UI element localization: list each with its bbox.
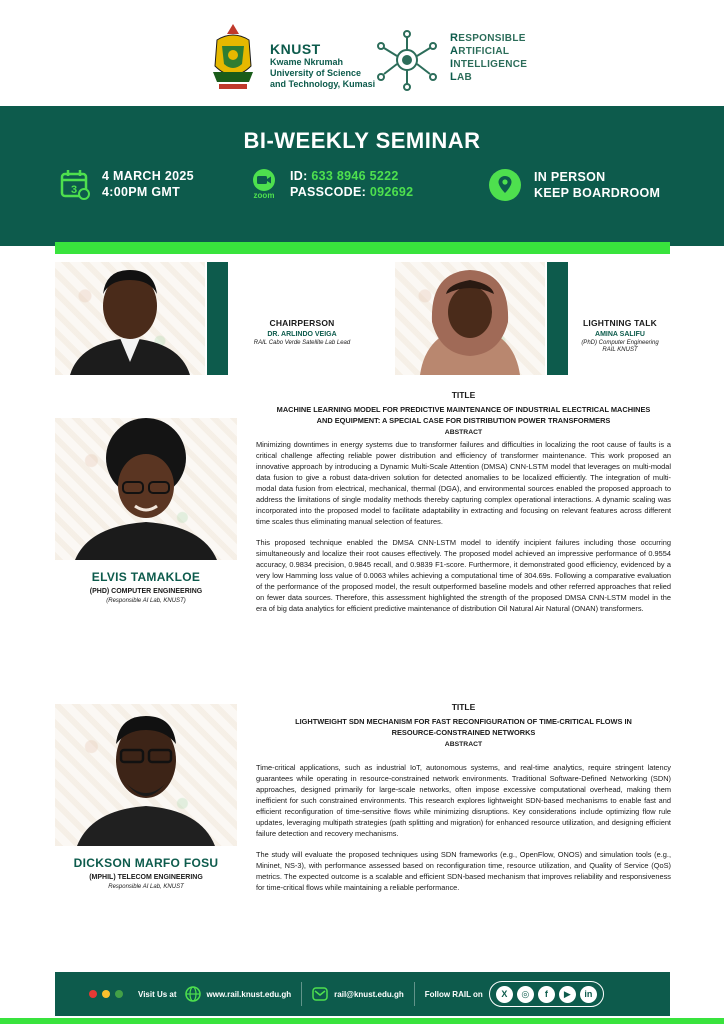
rail-cap-r: R bbox=[450, 32, 459, 44]
follow-label: Follow RAIL on bbox=[424, 989, 483, 999]
chair-info bbox=[232, 318, 372, 347]
talk2-content bbox=[256, 702, 671, 893]
talk1-content bbox=[256, 390, 671, 614]
speaker2-photo bbox=[55, 704, 237, 846]
header bbox=[0, 0, 724, 106]
lightning-affiliation-1: (PhD) Computer Engineering bbox=[581, 340, 659, 346]
speaker2-name: DICKSON MARFO FOSU bbox=[73, 856, 219, 870]
venue-info bbox=[488, 168, 660, 202]
talk2-abstract-label: ABSTRACT bbox=[444, 741, 483, 748]
rail-word-4: AB bbox=[457, 72, 473, 83]
visit-label: Visit Us at bbox=[138, 989, 177, 999]
location-pin-icon bbox=[488, 168, 522, 202]
calendar-day: 3 bbox=[71, 184, 78, 196]
chair-photo-bar bbox=[207, 262, 228, 375]
window-dots bbox=[89, 990, 128, 998]
seminar-time: 4:00PM GMT bbox=[102, 185, 181, 199]
seminar-title: BI-WEEKLY SEMINAR bbox=[243, 128, 481, 153]
yellow-dot-icon bbox=[102, 990, 110, 998]
email-link[interactable]: rail@knust.edu.gh bbox=[334, 989, 404, 999]
footer-divider-2 bbox=[414, 982, 415, 1006]
zoom-camera-icon bbox=[250, 169, 278, 191]
rail-lab-name bbox=[450, 32, 527, 84]
chair-affiliation: RAIL Cabo Verde Satellite Lab Lead bbox=[253, 340, 351, 346]
seminar-date: 4 MARCH 2025 bbox=[102, 169, 194, 183]
venue-name: KEEP BOARDROOM bbox=[534, 186, 661, 200]
globe-icon bbox=[185, 986, 201, 1002]
chair-photo bbox=[60, 262, 200, 375]
lightning-name: AMINA SALIFU bbox=[595, 331, 645, 338]
talk2-title-label: TITLE bbox=[451, 702, 476, 712]
accent-bar bbox=[55, 242, 670, 254]
talk1-abstract-p2: This proposed technique enabled the DMSA CNN-LSTM model to identify incipient failures including those occurring simultaneously and localize their root causes effectively. The proposed model achieved an impressive performance of 0.9554 accuracy, 0.9834 precision, 0.9845 recall, and 0.9839 F1-score. Furthermore, it demonstrated good efficiency, evidenced by a very low Hamming loss value of 0.0063 whiles achieving a computational time of 304.69s. Following a comparative evaluation of the performance of the proposed model, the result outperformed baseline models and other referred approaches that relied on fewer data sources. Therefore, this assessment highlighted the strength of the proposed DMSA CNN-LSTM model in the era of big data analytics for efficient predictive maintenance of distribution Oil Natural Air Natural (ONAN) transformers. bbox=[256, 538, 671, 613]
green-dot-icon bbox=[115, 990, 123, 998]
zoom-logo bbox=[250, 169, 278, 200]
attendance-mode: IN PERSON bbox=[534, 170, 606, 184]
knust-title: KNUST bbox=[270, 41, 321, 57]
rail-word-2: RTIFICIAL bbox=[458, 46, 510, 57]
rail-cap-a: A bbox=[450, 45, 459, 57]
talk1-title: MACHINE LEARNING MODEL FOR PREDICTIVE MAINTENANCE OF INDUSTRIAL ELECTRICAL MACHINES AND EQUIPMENT: A SPECIAL CASE FOR DISTRIBUTION POWER TRANSFORMERS bbox=[276, 405, 651, 425]
rail-word-1: ESPONSIBLE bbox=[458, 33, 526, 44]
talk2-abstract-p1: Time-critical applications, such as industrial IoT, autonomous systems, and real-time analytics, require stringent latency guarantees while operating in resource-constrained network environments. Traditional Software-Defined Networking (SDN) approaches, designed primarily for large-scale networks, often impose excessive computational overhead, making them inefficient for such constrained environments. This research explores lightweight SDN-based mechanisms to enable fast and efficient reconfiguration of time-sensitive flows while minimizing disruptions. Key considerations include optimizing flow rule updates, leveraging multipath strategies (path splitting and migration) for enhanced resource utilization, and designing efficient failure detection and recovery mechanisms. bbox=[256, 763, 671, 838]
calendar-icon bbox=[60, 168, 90, 200]
email-icon bbox=[312, 987, 328, 1001]
facebook-icon[interactable]: f bbox=[538, 986, 555, 1003]
instagram-icon[interactable]: ◎ bbox=[517, 986, 534, 1003]
linkedin-icon[interactable]: in bbox=[580, 986, 597, 1003]
talk2-title: LIGHTWEIGHT SDN MECHANISM FOR FAST RECONFIGURATION OF TIME-CRITICAL FLOWS IN RESOURCE-CONSTRAINED NETWORKS bbox=[295, 717, 632, 737]
passcode-label: PASSCODE: bbox=[290, 185, 367, 199]
footer bbox=[55, 972, 670, 1016]
lightning-photo bbox=[400, 262, 540, 375]
seminar-banner bbox=[0, 106, 724, 246]
red-dot-icon bbox=[89, 990, 97, 998]
speaker1-program: (PHD) COMPUTER ENGINEERING bbox=[89, 588, 203, 595]
speaker1-name: ELVIS TAMAKLOE bbox=[91, 570, 201, 584]
zoom-info bbox=[250, 168, 413, 200]
talk2-abstract-p2: The study will evaluate the proposed techniques using SDN frameworks (e.g., OpenFlow, ONOS) and simulation tools (e.g., Mininet, NS-3), with performance assessed based on reconfiguration time, resource utilization, and Quality of Service (QoS) metrics. The expected outcome is a scalable and efficient SDN-based mechanism that improves reliability and responsiveness for time-critical flows while maintaining a reliable performance. bbox=[256, 850, 671, 892]
social-links bbox=[489, 981, 604, 1007]
rail-cap-i: I bbox=[450, 58, 454, 70]
website-link[interactable]: www.rail.knust.edu.gh bbox=[206, 989, 292, 999]
knust-crest-logo bbox=[207, 22, 259, 92]
footer-divider-1 bbox=[301, 982, 302, 1006]
chair-name: DR. ARLINDO VEIGA bbox=[267, 331, 337, 338]
meeting-id-value: 633 8946 5222 bbox=[311, 169, 399, 183]
lightning-info bbox=[570, 318, 670, 354]
x-icon[interactable]: X bbox=[496, 986, 513, 1003]
talk1-abstract-label: ABSTRACT bbox=[444, 429, 483, 436]
lightning-affiliation-2: RAIL KNUST bbox=[602, 347, 638, 353]
meeting-id-label: ID: bbox=[290, 169, 308, 183]
youtube-icon[interactable]: ▶ bbox=[559, 986, 576, 1003]
knust-line-1: Kwame Nkrumah bbox=[270, 57, 344, 67]
zoom-label: zoom bbox=[253, 190, 275, 200]
knust-line-2: University of Science bbox=[270, 68, 362, 78]
rail-word-3: NTELLIGENCE bbox=[453, 59, 528, 70]
speaker2-program: (MPHIL) TELECOM ENGINEERING bbox=[89, 874, 203, 881]
talk1-abstract-p1: Minimizing downtimes in energy systems due to transformer failures and difficulties in localizing the root cause of faults is a critical challenge affecting reliable power distribution and efficiency of transformer maintenance. This work proposed an innovative approach by introducing a Dynamic Multi-Scale Attention (DMSA) CNN-LSTM model that leverages on multi-modal data fusion to give a robust data-driven solution for detected anomalies to be localized efficiently. The integration of multi-modal data fusion from electrical, mechanical, thermal (DGA), and environmental sources enabled the proposed approach to address the limitations of single modality methods thereby capturing complex operational interactions. A dynamic scaling was incorporated into the proposed model to facilitate adaptability in extracting and focusing on relevant features across different time scales thus eliminating manual selection of features. bbox=[256, 440, 671, 526]
speaker1-photo bbox=[55, 418, 237, 560]
chair-role: CHAIRPERSON bbox=[269, 318, 335, 328]
speaker2-affiliation: Responsible AI Lab, KNUST bbox=[108, 884, 184, 890]
knust-name-block bbox=[270, 42, 375, 90]
speaker1-affiliation: (Responsible AI Lab, KNUST) bbox=[106, 598, 186, 604]
lightning-photo-bar bbox=[547, 262, 568, 375]
rail-network-logo bbox=[372, 28, 442, 92]
lightning-role: LIGHTNING TALK bbox=[583, 318, 657, 328]
bottom-accent-bar bbox=[0, 1018, 724, 1024]
date-info bbox=[60, 168, 194, 200]
rail-cap-l: L bbox=[450, 71, 458, 83]
passcode-value: 092692 bbox=[369, 185, 414, 199]
knust-line-3: and Technology, Kumasi bbox=[270, 79, 376, 89]
talk1-title-label: TITLE bbox=[451, 390, 476, 400]
